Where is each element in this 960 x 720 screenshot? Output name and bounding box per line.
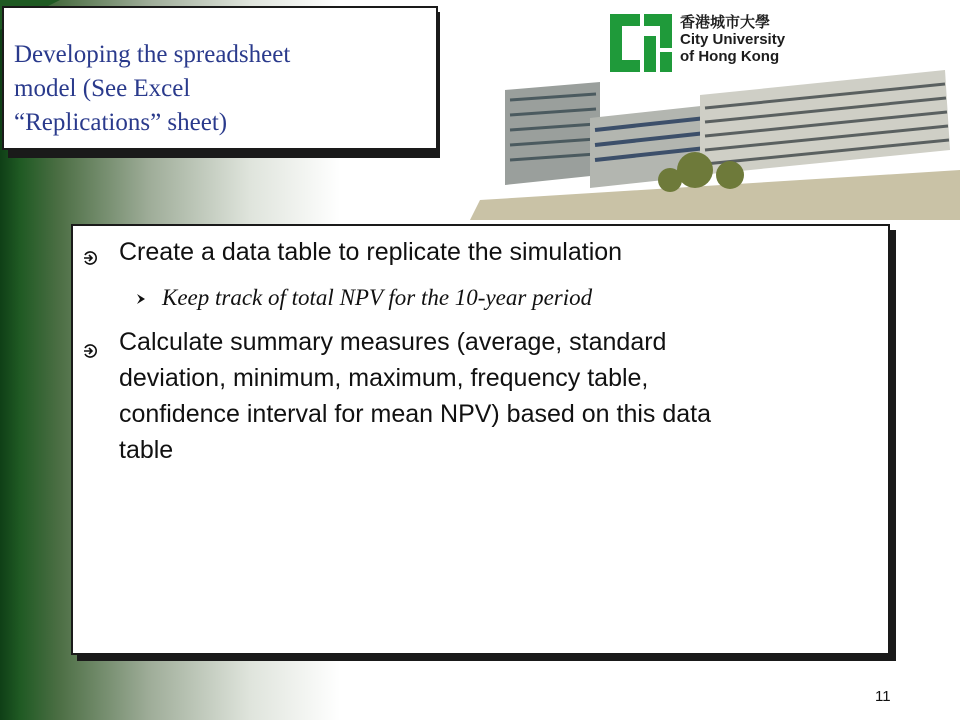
- bullet-1: [119, 234, 622, 270]
- circle-arrow-icon: [82, 250, 98, 266]
- title-line-1: Developing the spreadsheet: [14, 41, 291, 68]
- title-line-3: “Replications” sheet): [14, 109, 228, 136]
- bullet-2-line-1: Calculate summary measures (average, standard: [119, 328, 667, 356]
- arrowhead-icon: [135, 293, 147, 305]
- title-line-2: model (See Excel: [14, 75, 191, 102]
- content-box: [71, 224, 890, 655]
- slide-title: [2, 6, 438, 150]
- bullet-1-line-1: Create a data table to replicate the simulation: [119, 238, 623, 266]
- university-name-line-1: City University: [680, 31, 786, 48]
- bullet-2-line-3: confidence interval for mean NPV) based on this data: [119, 400, 712, 428]
- sub-bullet-1: Keep track of total NPV for the 10-year period: [162, 285, 593, 310]
- university-name: [680, 14, 785, 65]
- bullet-2-line-2: deviation, minimum, maximum, frequency table,: [119, 364, 649, 392]
- bullet-2-line-4: table: [119, 436, 174, 464]
- bullet-2: [119, 324, 711, 468]
- university-name-line-2: of Hong Kong: [680, 48, 780, 65]
- circle-arrow-icon: [82, 343, 98, 359]
- cityu-logo-icon: [605, 8, 675, 80]
- university-name-chinese: 香港城市大學: [680, 14, 771, 31]
- page-number: 11: [875, 688, 891, 705]
